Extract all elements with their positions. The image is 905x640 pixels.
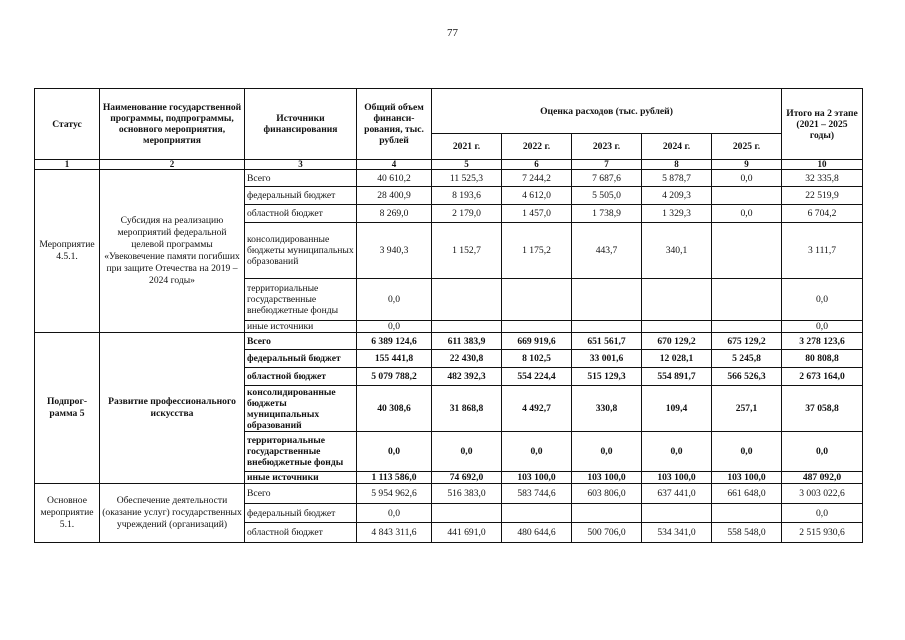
year-amount-cell	[712, 223, 782, 279]
year-amount-cell: 0,0	[502, 432, 572, 472]
column-number: 5	[432, 160, 502, 170]
total-amount-cell: 40 308,6	[357, 386, 432, 432]
year-amount-cell	[502, 504, 572, 523]
header-year: 2022 г.	[502, 134, 572, 160]
year-amount-cell: 661 648,0	[712, 484, 782, 504]
itogo-cell: 6 704,2	[782, 205, 863, 223]
itogo-cell: 487 092,0	[782, 472, 863, 484]
column-number: 2	[100, 160, 245, 170]
year-amount-cell: 103 100,0	[712, 472, 782, 484]
year-amount-cell: 480 644,6	[502, 523, 572, 543]
column-number: 10	[782, 160, 863, 170]
itogo-cell: 3 003 022,6	[782, 484, 863, 504]
header-sources: Источники финансирования	[245, 89, 357, 160]
itogo-cell: 0,0	[782, 321, 863, 333]
year-amount-cell: 500 706,0	[572, 523, 642, 543]
itogo-cell: 80 808,8	[782, 350, 863, 368]
year-amount-cell: 8 102,5	[502, 350, 572, 368]
itogo-cell: 0,0	[782, 504, 863, 523]
year-amount-cell: 443,7	[572, 223, 642, 279]
year-amount-cell: 441 691,0	[432, 523, 502, 543]
row-status: Основное мероприятие 5.1.	[35, 484, 100, 543]
year-amount-cell: 103 100,0	[642, 472, 712, 484]
row-name: Обеспечение деятельности (оказание услуг) государственных учреждений (организаций)	[100, 484, 245, 543]
year-amount-cell: 611 383,9	[432, 333, 502, 350]
table-row	[35, 333, 863, 350]
itogo-cell: 2 673 164,0	[782, 368, 863, 386]
funding-source: федеральный бюджет	[245, 504, 357, 523]
header-status: Статус	[35, 89, 100, 160]
total-amount-cell: 8 269,0	[357, 205, 432, 223]
funding-source: федеральный бюджет	[245, 350, 357, 368]
year-amount-cell: 482 392,3	[432, 368, 502, 386]
header-year: 2025 г.	[712, 134, 782, 160]
funding-source: Всего	[245, 484, 357, 504]
year-amount-cell: 340,1	[642, 223, 712, 279]
year-amount-cell: 675 129,2	[712, 333, 782, 350]
itogo-cell: 0,0	[782, 279, 863, 321]
year-amount-cell	[712, 187, 782, 205]
itogo-cell: 0,0	[782, 432, 863, 472]
year-amount-cell: 1 457,0	[502, 205, 572, 223]
column-number: 9	[712, 160, 782, 170]
page-number: 77	[447, 27, 458, 39]
year-amount-cell: 1 175,2	[502, 223, 572, 279]
year-amount-cell: 22 430,8	[432, 350, 502, 368]
itogo-cell: 32 335,8	[782, 170, 863, 187]
year-amount-cell	[642, 321, 712, 333]
column-number: 4	[357, 160, 432, 170]
year-amount-cell: 534 341,0	[642, 523, 712, 543]
funding-source: Всего	[245, 333, 357, 350]
year-amount-cell: 651 561,7	[572, 333, 642, 350]
year-amount-cell: 5 878,7	[642, 170, 712, 187]
funding-source: территориальные государственные внебюджетные фонды	[245, 279, 357, 321]
year-amount-cell: 12 028,1	[642, 350, 712, 368]
total-amount-cell: 28 400,9	[357, 187, 432, 205]
header-year: 2024 г.	[642, 134, 712, 160]
row-name: Субсидия на реализацию мероприятий федеральной целевой программы «Увековечение памяти погибших при защите Отечества на 2019 – 2024 годы»	[100, 170, 245, 333]
funding-source: областной бюджет	[245, 368, 357, 386]
year-amount-cell: 637 441,0	[642, 484, 712, 504]
row-status: Мероприятие 4.5.1.	[35, 170, 100, 333]
column-number: 1	[35, 160, 100, 170]
year-amount-cell: 0,0	[642, 432, 712, 472]
total-amount-cell: 40 610,2	[357, 170, 432, 187]
year-amount-cell: 669 919,6	[502, 333, 572, 350]
header-year: 2023 г.	[572, 134, 642, 160]
budget-table	[34, 88, 863, 543]
year-amount-cell: 554 891,7	[642, 368, 712, 386]
funding-source: иные источники	[245, 472, 357, 484]
year-amount-cell: 583 744,6	[502, 484, 572, 504]
year-amount-cell	[712, 504, 782, 523]
column-number: 6	[502, 160, 572, 170]
year-amount-cell: 31 868,8	[432, 386, 502, 432]
column-number: 7	[572, 160, 642, 170]
itogo-cell: 2 515 930,6	[782, 523, 863, 543]
year-amount-cell	[642, 504, 712, 523]
table-row	[35, 170, 863, 187]
funding-source: консолидированные бюджеты муниципальных образований	[245, 386, 357, 432]
header-estimate: Оценка расходов (тыс. рублей)	[432, 89, 782, 134]
year-amount-cell	[572, 279, 642, 321]
total-amount-cell: 6 389 124,6	[357, 333, 432, 350]
year-amount-cell: 566 526,3	[712, 368, 782, 386]
total-amount-cell: 1 113 586,0	[357, 472, 432, 484]
itogo-cell: 22 519,9	[782, 187, 863, 205]
year-amount-cell	[432, 504, 502, 523]
year-amount-cell: 515 129,3	[572, 368, 642, 386]
year-amount-cell: 257,1	[712, 386, 782, 432]
year-amount-cell: 670 129,2	[642, 333, 712, 350]
row-status: Подпрог-рамма 5	[35, 333, 100, 484]
total-amount-cell: 4 843 311,6	[357, 523, 432, 543]
year-amount-cell: 0,0	[712, 205, 782, 223]
year-amount-cell: 7 244,2	[502, 170, 572, 187]
year-amount-cell: 103 100,0	[572, 472, 642, 484]
funding-source: консолидированные бюджеты муниципальных образований	[245, 223, 357, 279]
total-amount-cell: 5 954 962,6	[357, 484, 432, 504]
year-amount-cell: 5 505,0	[572, 187, 642, 205]
year-amount-cell	[502, 321, 572, 333]
year-amount-cell: 0,0	[712, 432, 782, 472]
year-amount-cell: 11 525,3	[432, 170, 502, 187]
year-amount-cell: 554 224,4	[502, 368, 572, 386]
year-amount-cell: 4 612,0	[502, 187, 572, 205]
header-name: Наименование государственной программы, подпрограммы, основного мероприятия, мероприятия	[100, 89, 245, 160]
funding-source: иные источники	[245, 321, 357, 333]
year-amount-cell: 103 100,0	[502, 472, 572, 484]
header-itogo: Итого на 2 этапе (2021 – 2025 годы)	[782, 89, 863, 160]
year-amount-cell: 109,4	[642, 386, 712, 432]
year-amount-cell	[642, 279, 712, 321]
year-amount-cell	[572, 321, 642, 333]
year-amount-cell: 603 806,0	[572, 484, 642, 504]
header-year: 2021 г.	[432, 134, 502, 160]
year-amount-cell: 1 329,3	[642, 205, 712, 223]
year-amount-cell: 0,0	[572, 432, 642, 472]
year-amount-cell	[572, 504, 642, 523]
year-amount-cell	[432, 321, 502, 333]
year-amount-cell: 4 209,3	[642, 187, 712, 205]
funding-source: областной бюджет	[245, 205, 357, 223]
year-amount-cell: 8 193,6	[432, 187, 502, 205]
total-amount-cell: 0,0	[357, 279, 432, 321]
funding-source: территориальные государственные внебюджетные фонды	[245, 432, 357, 472]
year-amount-cell	[432, 279, 502, 321]
year-amount-cell	[502, 279, 572, 321]
itogo-cell: 37 058,8	[782, 386, 863, 432]
year-amount-cell: 33 001,6	[572, 350, 642, 368]
year-amount-cell: 0,0	[712, 170, 782, 187]
year-amount-cell: 0,0	[432, 432, 502, 472]
year-amount-cell: 1 738,9	[572, 205, 642, 223]
year-amount-cell: 1 152,7	[432, 223, 502, 279]
budget-table-body	[35, 170, 863, 543]
itogo-cell: 3 111,7	[782, 223, 863, 279]
year-amount-cell: 2 179,0	[432, 205, 502, 223]
column-number-row	[35, 160, 863, 170]
header-total: Общий объем финанси-рования, тыс. рублей	[357, 89, 432, 160]
year-amount-cell: 74 692,0	[432, 472, 502, 484]
total-amount-cell: 155 441,8	[357, 350, 432, 368]
year-amount-cell: 7 687,6	[572, 170, 642, 187]
funding-source: Всего	[245, 170, 357, 187]
total-amount-cell: 0,0	[357, 504, 432, 523]
total-amount-cell: 0,0	[357, 432, 432, 472]
year-amount-cell: 330,8	[572, 386, 642, 432]
table-row	[35, 484, 863, 504]
year-amount-cell	[712, 279, 782, 321]
total-amount-cell: 5 079 788,2	[357, 368, 432, 386]
total-amount-cell: 3 940,3	[357, 223, 432, 279]
total-amount-cell: 0,0	[357, 321, 432, 333]
funding-source: областной бюджет	[245, 523, 357, 543]
year-amount-cell: 5 245,8	[712, 350, 782, 368]
row-name: Развитие профессионального искусства	[100, 333, 245, 484]
funding-source: федеральный бюджет	[245, 187, 357, 205]
itogo-cell: 3 278 123,6	[782, 333, 863, 350]
year-amount-cell: 516 383,0	[432, 484, 502, 504]
year-amount-cell: 558 548,0	[712, 523, 782, 543]
column-number: 3	[245, 160, 357, 170]
year-amount-cell: 4 492,7	[502, 386, 572, 432]
year-amount-cell	[712, 321, 782, 333]
column-number: 8	[642, 160, 712, 170]
